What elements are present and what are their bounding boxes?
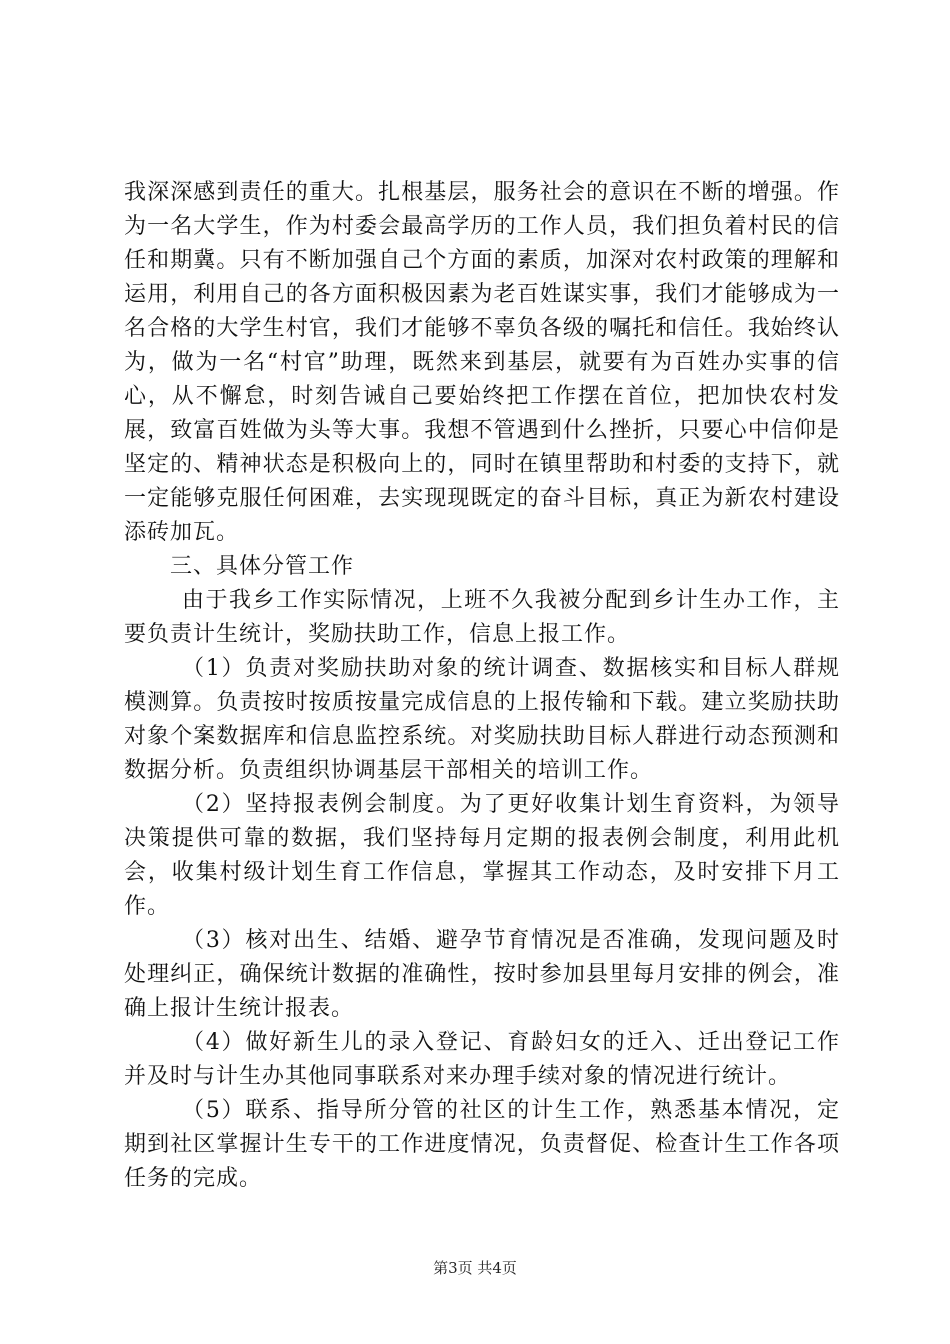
list-item-3: （3）核对出生、结婚、避孕节育情况是否准确，发现问题及时处理纠正，确保统计数据的准确性，按时参加县里每月安排的例会，准确上报计生统计报表。 (124, 928, 840, 1021)
list-item-4: （4）做好新生儿的录入登记、育龄妇女的迁入、迁出登记工作并及时与计生办其他同事联系对来办理手续对象的情况进行统计。 (124, 1030, 840, 1089)
list-item-5: （5）联系、指导所分管的社区的计生工作，熟悉基本情况，定期到社区掌握计生专干的工作进度情况，负责督促、检查计生工作各项任务的完成。 (124, 1098, 840, 1191)
paragraph-assignment: 由于我乡工作实际情况，上班不久我被分配到乡计生办工作，主要负责计生统计，奖励扶助工作，信息上报工作。 (124, 588, 840, 647)
list-item-2: （2）坚持报表例会制度。为了更好收集计划生育资料，为领导决策提供可靠的数据，我们坚持每月定期的报表例会制度，利用此机会，收集村级计划生育工作信息，掌握其工作动态，及时安排下月工作。 (124, 792, 840, 919)
document-body (124, 176, 840, 1196)
list-item-1: （1）负责对奖励扶助对象的统计调查、数据核实和目标人群规模测算。负责按时按质按量完成信息的上报传输和下载。建立奖励扶助对象个案数据库和信息监控系统。对奖励扶助目标人群进行动态预测和数据分析。负责组织协调基层干部相关的培训工作。 (124, 656, 840, 783)
paragraph-responsibility: 我深深感到责任的重大。扎根基层，服务社会的意识在不断的增强。作为一名大学生，作为村委会最高学历的工作人员，我们担负着村民的信任和期冀。只有不断加强自己个方面的素质，加深对农村政策的理解和运用，利用自己的各方面积极因素为老百姓谋实事，我们才能够成为一名合格的大学生村官，我们才能够不辜负各级的嘱托和信任。我始终认为，做为一名“村官”助理，既然来到基层，就要有为百姓办实事的信心，从不懈怠，时刻告诫自己要始终把工作摆在首位，把加快农村发展，致富百姓做为头等大事。我想不管遇到什么挫折，只要心中信仰是坚定的、精神状态是积极向上的，同时在镇里帮助和村委的支持下，就一定能够克服任何困难，去实现现既定的奋斗目标，真正为新农村建设添砖加瓦。 (124, 180, 840, 545)
page-number: 第3页 共4页 (433, 1259, 517, 1277)
section-heading: 三、具体分管工作 (170, 554, 355, 579)
